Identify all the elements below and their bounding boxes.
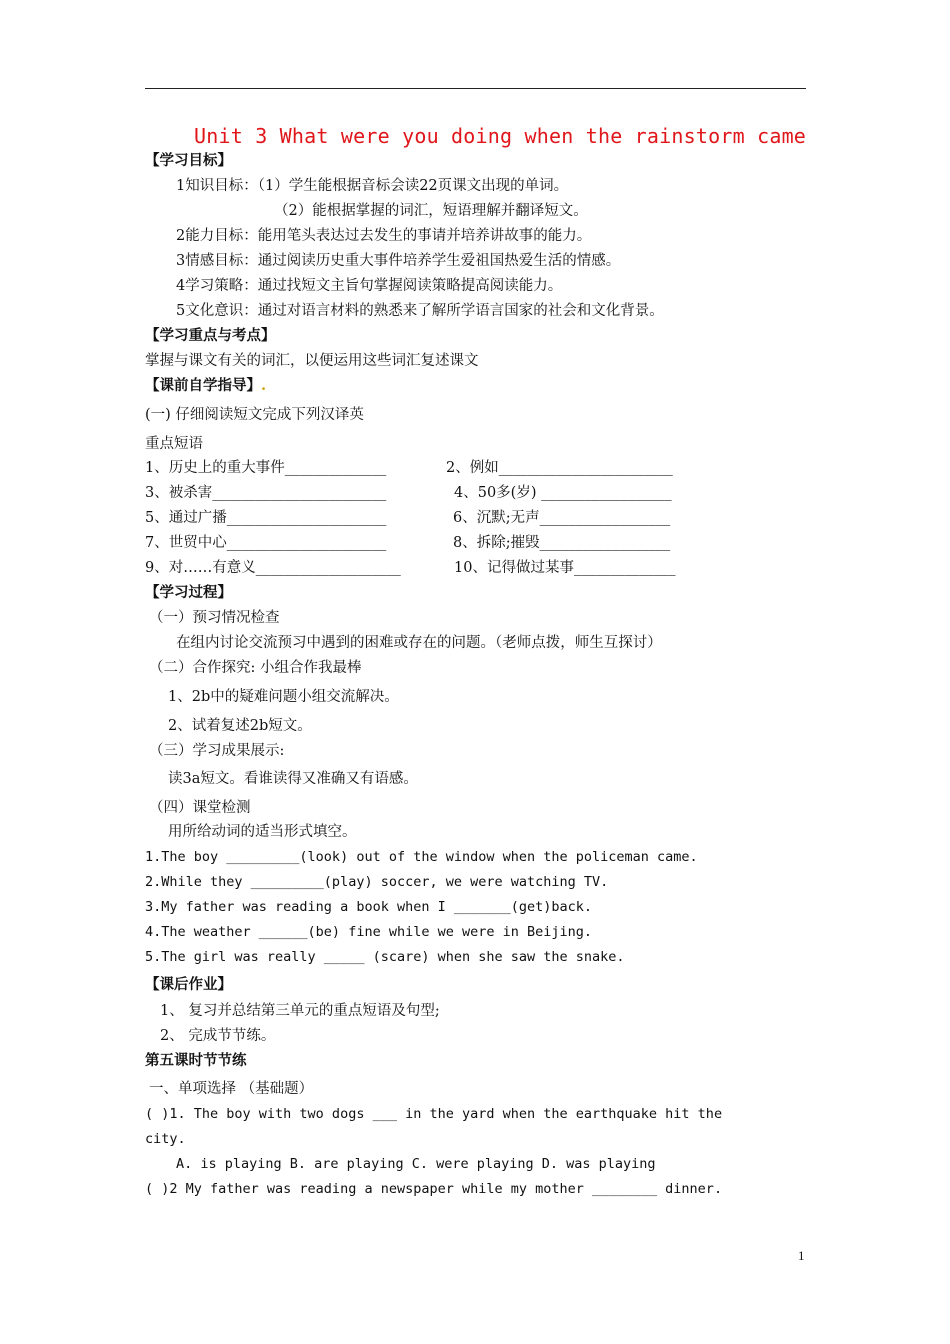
phrase-item: 1、历史上的重大事件______________ [145, 460, 387, 476]
process-line: （四）课堂检测 [149, 800, 251, 816]
homework-item: 2、 完成节节练。 [160, 1028, 276, 1044]
exercise-item: 3.My father was reading a book when I _______(get)back. [145, 899, 593, 915]
exercise-item: 5.The girl was really _____ (scare) when she saw the snake. [145, 949, 625, 965]
question-2-line: ( )2 My father was reading a newspaper while my mother ________ dinner. [145, 1181, 723, 1197]
phrase-item: 9、对……有意义____________________ [145, 560, 401, 576]
phrases-heading: 重点短语 [145, 436, 203, 452]
exercise-item: 2.While they _________(play) soccer, we were watching TV. [145, 874, 609, 890]
exercise-item: 1.The boy _________(look) out of the window when the policeman came. [145, 849, 698, 865]
phrase-item: 4、50多(岁) __________________ [454, 485, 672, 501]
goals-heading: 【学习目标】 [145, 152, 232, 169]
goal-line: 3情感目标：通过阅读历史重大事件培养学生爱祖国热爱生活的情感。 [176, 253, 621, 269]
preview-heading: 【课前自学指导】. [145, 377, 267, 394]
focus-text: 掌握与课文有关的词汇，以便运用这些词汇复述课文 [145, 353, 479, 369]
goal-line: （2）能根据掌握的词汇，短语理解并翻译短文。 [274, 203, 588, 219]
practice-subheading: 一、单项选择 （基础题） [149, 1081, 314, 1097]
process-line: （二）合作探究: 小组合作我最棒 [149, 660, 362, 676]
phrase-item: 10、记得做过某事______________ [454, 560, 676, 576]
question-1-line: city. [145, 1131, 186, 1147]
phrase-item: 5、通过广播______________________ [145, 510, 387, 526]
homework-item: 1、 复习并总结第三单元的重点短语及句型; [160, 1003, 440, 1019]
process-heading: 【学习过程】 [145, 584, 232, 601]
process-line: 用所给动词的适当形式填空。 [168, 824, 357, 840]
phrase-item: 7、世贸中心______________________ [145, 535, 387, 551]
phrase-item: 6、沉默;无声__________________ [453, 510, 671, 526]
goal-line: 2能力目标：能用笔头表达过去发生的事请并培养讲故事的能力。 [176, 228, 592, 244]
exercise-item: 4.The weather ______(be) fine while we were in Beijing. [145, 924, 593, 940]
unit-title: Unit 3 What were you doing when the rainstorm came [194, 124, 807, 148]
preview-subheading: (一) 仔细阅读短文完成下列汉译英 [145, 407, 364, 423]
focus-heading: 【学习重点与考点】 [145, 327, 276, 344]
process-line: 1、2b中的疑难问题小组交流解决。 [168, 689, 399, 705]
process-line: 读3a短文。看谁读得又准确又有语感。 [168, 771, 418, 787]
page-number: 1 [798, 1248, 805, 1263]
practice-heading: 第五课时节节练 [145, 1052, 247, 1069]
process-line: （一）预习情况检查 [149, 610, 280, 626]
goal-line: 4学习策略：通过找短文主旨句掌握阅读策略提高阅读能力。 [176, 278, 563, 294]
header-rule [145, 88, 806, 89]
process-line: 2、试着复述2b短文。 [168, 718, 312, 734]
goal-line: 5文化意识：通过对语言材料的熟悉来了解所学语言国家的社会和文化背景。 [176, 303, 664, 319]
phrase-item: 8、拆除;摧毁__________________ [453, 535, 671, 551]
process-line: （三）学习成果展示: [149, 743, 285, 759]
question-1-line: ( )1. The boy with two dogs ___ in the yard when the earthquake hit the [145, 1106, 723, 1122]
homework-heading: 【课后作业】 [145, 976, 232, 993]
question-1-options: A. is playing B. are playing C. were playing D. was playing [176, 1156, 656, 1172]
phrase-item: 2、例如________________________ [446, 460, 673, 476]
preview-mark: . [261, 377, 267, 394]
process-line: 在组内讨论交流预习中遇到的困难或存在的问题。（老师点拨，师生互探讨） [176, 635, 662, 651]
phrase-item: 3、被杀害________________________ [145, 485, 387, 501]
goal-line: 1知识目标：（1）学生能根据音标会读22页课文出现的单词。 [176, 178, 569, 194]
